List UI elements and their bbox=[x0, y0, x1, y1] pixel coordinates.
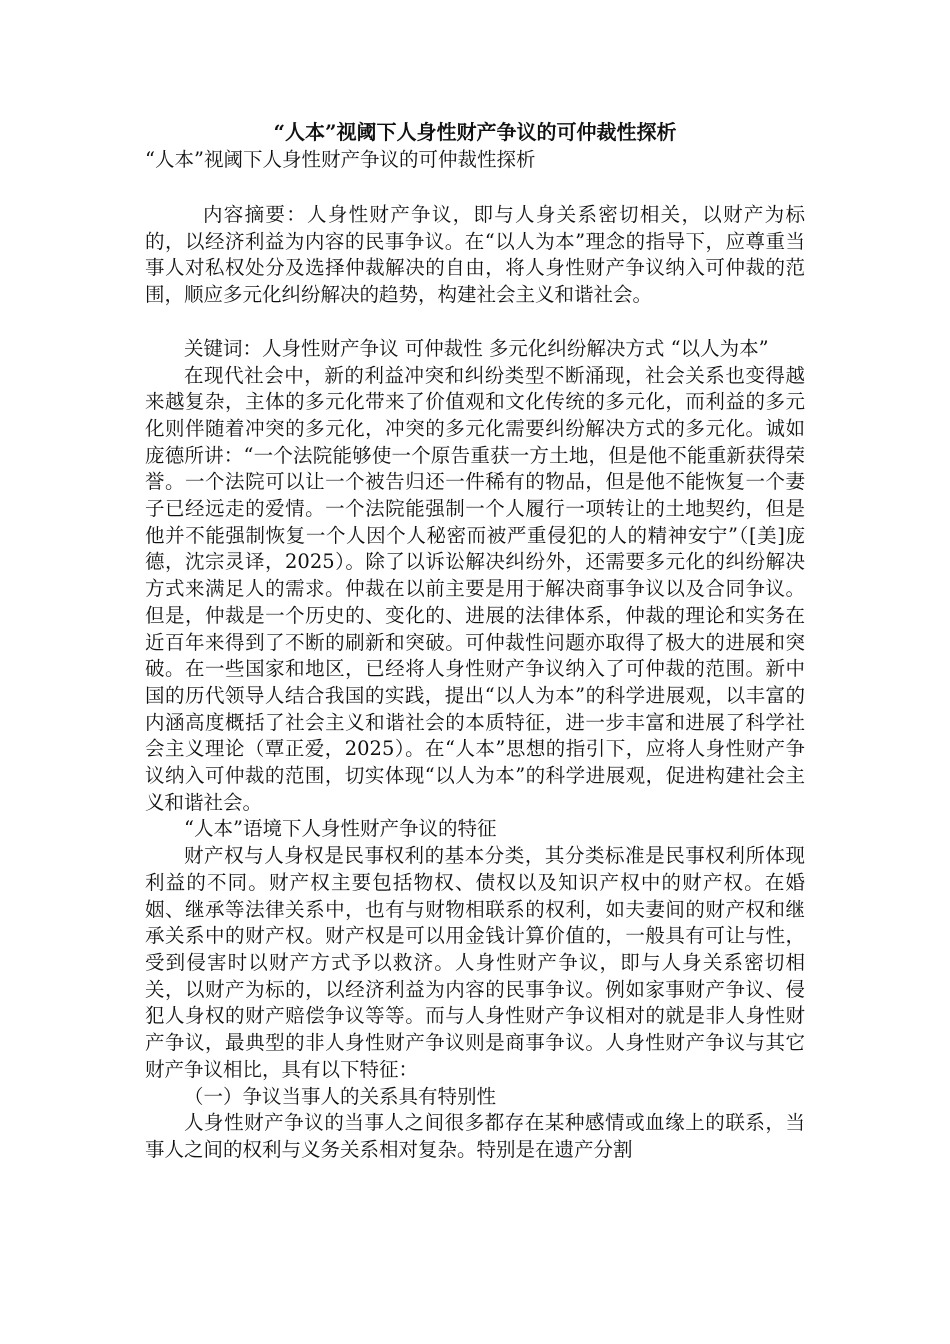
section-heading: “人本”语境下人身性财产争议的特征 bbox=[184, 817, 497, 841]
document-title: “人本”视阈下人身性财产争议的可仲裁性探析 bbox=[273, 120, 677, 144]
intro-paragraph: 在现代社会中，新的利益冲突和纠纷类型不断涌现，社会关系也变得越来越复杂，主体的多元化带来了价值观和文化传统的多元化，而利益的多元化则伴随着冲突的多元化，冲突的多元化需要纠纷解决方式的多元化。诚如庞德所讲：“一个法院能够使一个原告重获一方土地，但是他不能重新获得荣誉。一个法院可以让一个被告归还一件稀有的物品，但是他不能恢复一个妻子已经远走的爱情。一个法院能强制一个人履行一项转让的土地契约，但是他并不能强制恢复一个人因个人秘密而被严重侵犯的人的精神安宁”（[美]庞德，沈宗灵译，2025）。除了以诉讼解决纠纷外，还需要多元化的纠纷解决方式来满足人的需求。仲裁在以前主要是用于解决商事争议以及合同争议。但是，仲裁是一个历史的、变化的、进展的法律体系，仲裁的理论和实务在近百年来得到了不断的刷新和突破。可仲裁性问题亦取得了极大的进展和突破。在一些国家和地区，已经将人身性财产争议纳入了可仲裁的范围。新中国的历代领导人结合我国的实践，提出“以人为本”的科学进展观，以丰富的内涵高度概括了社会主义和谐社会的本质特征，进一步丰富和进展了科学社会主义理论（覃正爱，2025）。在“人本”思想的指引下，应将人身性财产争议纳入可仲裁的范围，切实体现“以人为本”的科学进展观，促进构建社会主义和谐社会。 bbox=[145, 363, 805, 814]
section-paragraph: 财产权与人身权是民事权利的基本分类，其分类标准是民事权利所体现利益的不同。财产权主要包括物权、债权以及知识产权中的财产权。在婚姻、继承等法律关系中，也有与财物相联系的权利，如夫妻间的财产权和继承关系中的财产权。财产权是可以用金钱计算价值的，一般具有可让与性，受到侵害时以财产方式予以救济。人身性财产争议，即与人身关系密切相关，以财产为标的，以经济利益为内容的民事争议。例如家事财产争议、侵犯人身权的财产赔偿争议等等。而与人身性财产争议相对的就是非人身性财产争议，最典型的非人身性财产争议则是商事争议。人身性财产争议与其它财产争议相比，具有以下特征： bbox=[145, 844, 805, 1081]
subsection-heading: （一）争议当事人的关系具有特别性 bbox=[184, 1084, 497, 1108]
subsection-paragraph: 人身性财产争议的当事人之间很多都存在某种感情或血缘上的联系，当事人之间的权利与义务关系相对复杂。特别是在遗产分割 bbox=[145, 1111, 805, 1161]
document-page bbox=[145, 118, 805, 1164]
document-subtitle: “人本”视阈下人身性财产争议的可仲裁性探析 bbox=[145, 148, 536, 171]
keywords-paragraph: 关键词：人身性财产争议 可仲裁性 多元化纠纷解决方式 “以人为本” bbox=[184, 336, 769, 360]
abstract-paragraph: 内容摘要：人身性财产争议，即与人身关系密切相关，以财产为标的，以经济利益为内容的民事争议。在“以人为本”理念的指导下，应尊重当事人对私权处分及选择仲裁解决的自由，将人身性财产争议纳入可仲裁的范围，顺应多元化纠纷解决的趋势，构建社会主义和谐社会。 bbox=[145, 203, 805, 307]
